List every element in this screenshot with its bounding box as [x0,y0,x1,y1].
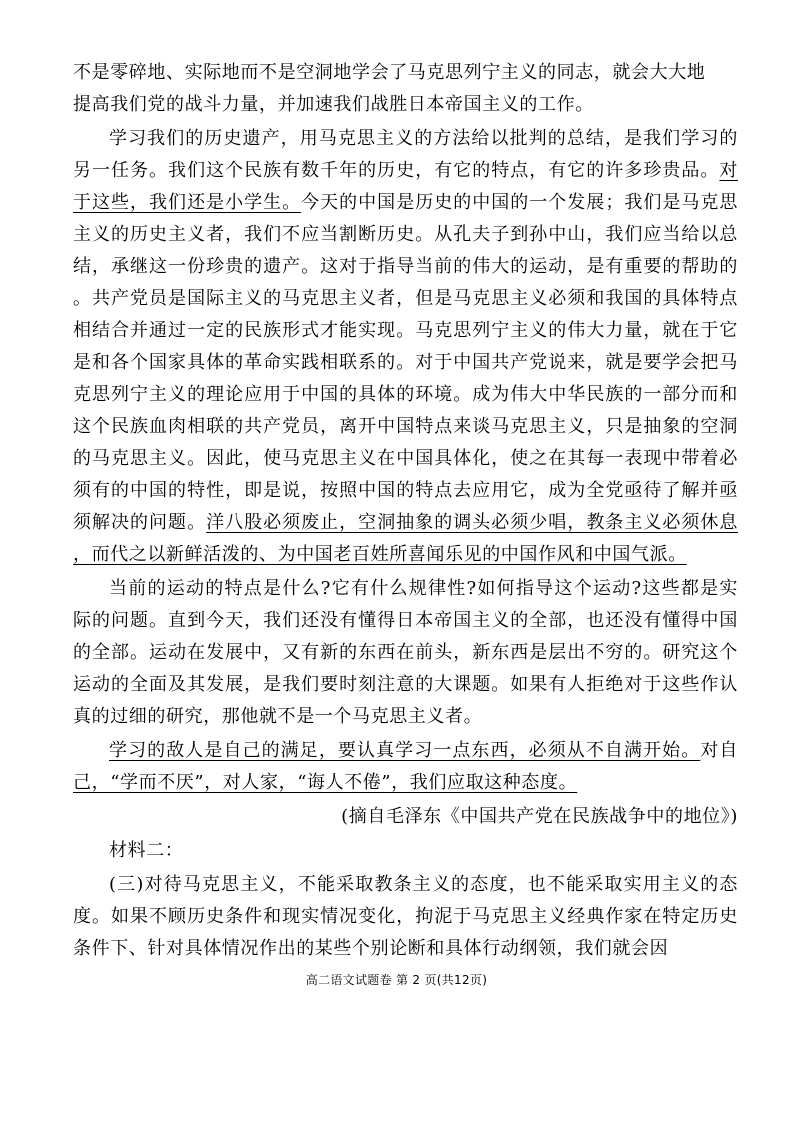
text-segment: (摘自毛泽东《中国共产党在民族战争中的地位》) [341,806,738,827]
text-segment: 材料二： [109,840,184,861]
text-line-5 [73,188,738,218]
text-line-28 [73,934,738,964]
text-segment: 。共产党员是国际主义的马克思主义者，但是马克思主义必须和我国的具体特点 [73,288,738,309]
text-line-16 [73,540,738,570]
underlined-segment: 对 [719,160,738,181]
text-segment: 主义的历史主义者，我们不应当割断历史。从孔夫子到孙中山，我们应当给以总 [73,224,738,245]
page-footer: 高二语文试题卷 第 2 页(共12页) [305,973,488,987]
text-line-14 [73,476,738,506]
text-segment: 克思列宁主义的理论应用于中国的具体的环境。成为伟大中华民族的一部分而和 [73,384,738,405]
text-segment: 相结合并通过一定的民族形式才能实现。马克思列宁主义的伟大力量，就在于它 [73,320,738,341]
text-segment: (三)对待马克思主义，不能采取教条主义的态度，也不能采取实用主义的态 [109,874,738,895]
underlined-segment: ，而代之以新鲜活泼的、为中国老百姓所喜闻乐见的中国作风和中国气派。 [73,544,687,565]
underlined-segment: 学习的敌人是自己的满足，要认真学习一点东西，必须从不自满开始。 [109,740,701,761]
text-segment: 的全部。运动在发展中，又有新的东西在前头，新东西是层出不穷的。研究这个 [73,642,738,663]
text-line-13 [73,444,738,474]
text-segment: 对自 [700,740,738,761]
text-segment: 运动的全面及其发展，是我们要时刻注意的大课题。如果有人拒绝对于这些作认 [73,674,738,695]
text-line-2 [73,90,738,120]
text-segment: 际的问题。直到今天，我们还没有懂得日本帝国主义的全部，也还没有懂得中国 [73,610,738,631]
text-segment: 真的过细的研究，那他就不是一个马克思主义者。 [73,706,483,727]
text-segment: 须解决的问题。 [73,512,207,533]
text-line-4 [73,156,738,186]
material-two-heading [109,836,738,866]
source-citation [73,802,738,832]
text-line-6 [73,220,738,250]
text-segment: 不是零碎地、实际地而不是空洞地学会了马克思列宁主义的同志，就会大大地 [73,62,706,83]
text-line-27 [73,902,738,932]
text-segment: 今天的中国是历史的中国的一个发展；我们是马克思 [301,192,738,213]
text-segment: 提高我们党的战斗力量，并加速我们战胜日本帝国主义的工作。 [73,94,594,115]
underlined-segment: 于这些，我们还是小学生。 [73,192,302,213]
text-segment: 的马克思主义。因此，使马克思主义在中国具体化，使之在其每一表现中带着必 [73,448,738,469]
text-line-19 [73,638,738,668]
text-line-8 [73,284,738,314]
underlined-segment: 洋八股必须废止，空洞抽象的调头必须少唱，教条主义必须休息 [206,512,739,533]
text-segment: 是和各个国家具体的革命实践相联系的。对于中国共产党说来，就是要学会把马 [73,352,738,373]
text-line-23 [73,768,738,798]
text-segment: 度。如果不顾历史条件和现实情况变化，拘泥于马克思主义经典作家在特定历史 [73,906,738,927]
text-line-22 [109,736,738,766]
text-line-26 [109,870,738,900]
text-segment: 须有的中国的特性，即是说，按照中国的特点去应用它，成为全党亟待了解并亟 [73,480,738,501]
text-line-20 [73,670,738,700]
text-line-18 [73,606,738,636]
text-segment: 当前的运动的特点是什么?它有什么规律性?如何指导这个运动?这些都是实 [109,578,738,599]
text-segment: 另一任务。我们这个民族有数千年的历史，有它的特点，有它的许多珍贵品。 [73,160,720,181]
text-line-3 [109,124,738,154]
text-line-7 [73,252,738,282]
text-line-10 [73,348,738,378]
text-line-9 [73,316,738,346]
text-line-1 [73,58,738,88]
underlined-segment: 己，“学而不厌”，对人家，“诲人不倦”，我们应取这种态度。 [73,772,578,793]
text-line-12 [73,412,738,442]
text-segment: 这个民族血肉相联的共产党员，离开中国特点来谈马克思主义，只是抽象的空洞 [73,416,738,437]
text-segment: 条件下、针对具体情况作出的某些个别论断和具体行动纲领，我们就会因 [73,938,669,959]
text-line-11 [73,380,738,410]
text-line-15 [73,508,738,538]
text-line-21 [73,702,738,732]
text-segment: 结，承继这一份珍贵的遗产。这对于指导当前的伟大的运动，是有重要的帮助的 [73,256,738,277]
text-segment: 学习我们的历史遗产，用马克思主义的方法给以批判的总结，是我们学习的 [109,128,738,149]
text-line-17 [109,574,738,604]
